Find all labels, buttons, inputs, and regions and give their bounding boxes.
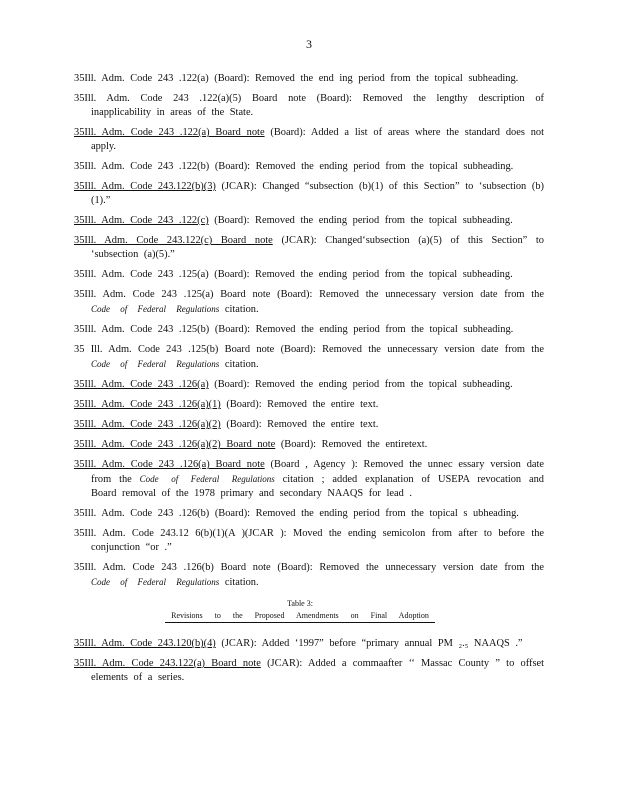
revision-entry <box>74 288 544 317</box>
revision-entry <box>74 72 544 86</box>
revision-description: (Board): Removed the end ing period from the topical subheading. <box>208 73 519 84</box>
revision-description: (Board): Removed the ending period from the topical s ubheading. <box>209 508 519 519</box>
code-reference: 35Ill. Adm. Code 243 .126(a) Board note <box>74 459 265 470</box>
revision-description: Board note (Board): Removed the unnecessary version date from the <box>213 562 544 573</box>
code-reference: 35 Ill. Adm. Code 243 .125(b) <box>74 344 219 355</box>
table-caption-title: Table 3: <box>287 599 313 608</box>
cfr-title: Code of Federal Regulations <box>91 359 220 369</box>
revision-entry <box>74 438 544 452</box>
code-reference: 35Ill. Adm. Code 243 .122(a) <box>74 73 209 84</box>
revision-description: (JCAR): Added ‘1997” before “primary annual PM ₂.₅ NAAQS .” <box>215 638 523 649</box>
code-reference: 35Ill. Adm. Code 243.120(b)(4) <box>74 638 216 649</box>
revision-entry <box>74 657 544 685</box>
revision-description-tail: citation. <box>219 577 259 588</box>
revision-entry <box>74 378 544 392</box>
code-reference: 35Ill. Adm. Code 243 .126(a)(1) <box>74 399 221 410</box>
revision-description: (Board): Removed the entire text. <box>220 419 379 430</box>
code-reference: 35Ill. Adm. Code 243 .125(b) <box>74 324 210 335</box>
page-number: 3 <box>306 37 312 51</box>
revision-description: (JCAR): Added a commaafter ‘‘ Massac County ” to offset elements of a series. <box>91 658 544 683</box>
code-reference: 35Ill. Adm. Code 243 .122(b) <box>74 161 210 172</box>
revision-description: (Board): Added a list of areas where the standard does not apply. <box>91 127 544 152</box>
revision-entry <box>74 561 544 590</box>
revision-description-tail: citation. <box>219 359 259 370</box>
revision-entry <box>74 637 544 651</box>
revision-description: (Board): Removed the entiretext. <box>275 439 428 450</box>
revision-description: (Board): Removed the ending period from the topical subheading. <box>208 269 513 280</box>
revision-description-tail: citation. <box>219 304 259 315</box>
table-caption <box>150 599 450 623</box>
revision-list <box>74 72 544 596</box>
code-reference: 35Ill. Adm. Code 243 .126(a)(2) <box>74 419 221 430</box>
revision-description: (Board): Removed the ending period from the topical subheading. <box>209 324 514 335</box>
cfr-title: Code of Federal Regulations <box>91 304 220 314</box>
code-reference: 35Ill. Adm. Code 243 .126(a) <box>74 379 209 390</box>
revision-entry <box>74 214 544 228</box>
revision-entry <box>74 507 544 521</box>
revision-description: (JCAR): Changed‘subsection (a)(5) of this Section” to ‘subsection (a)(5).” <box>91 235 544 260</box>
code-reference: 35Ill. Adm. Code 243 .122(a) Board note <box>74 127 265 138</box>
code-reference: 35Ill. Adm. Code 243.122(c) Board note <box>74 235 273 246</box>
revision-entry <box>74 323 544 337</box>
revision-entry <box>74 527 544 555</box>
revision-description: (Board , Agency ): Removed the unnec essary version date from the <box>91 459 545 485</box>
revision-entry <box>74 126 544 154</box>
revision-description-tail: citation ; added explanation of USEPA revocation and Board removal of the 1978 primary and secondary NAAQS for lead . <box>91 474 544 499</box>
code-reference: 35Ill. Adm. Code 243 .125(a) <box>74 269 209 280</box>
revision-description: (Board): Removed the ending period from the topical subheading. <box>208 215 513 226</box>
revision-entry <box>74 234 544 262</box>
revision-description: (JCAR): Changed “subsection (b)(1) of this Section” to ‘subsection (b)(1).” <box>91 181 544 206</box>
revision-entry <box>74 398 544 412</box>
revision-entry <box>74 160 544 174</box>
revision-entry <box>74 418 544 432</box>
code-reference: 35Ill. Adm. Code 243 .126(b) <box>74 562 214 573</box>
revision-entry <box>74 343 544 372</box>
revision-description: ): Moved the ending semicolon from after to before the conjunction “or .” <box>91 528 545 553</box>
revision-description: (Board): Removed the ending period from the topical subheading. <box>208 379 513 390</box>
code-reference: 35Ill. Adm. Code 243.122(a) Board note <box>74 658 261 669</box>
revision-entry <box>74 92 544 120</box>
code-reference: 35Ill. Adm. Code 243 .122(c) <box>74 215 209 226</box>
code-reference: 35Ill. Adm. Code 243 .122(a)(5) <box>74 93 242 104</box>
revision-entry <box>74 268 544 282</box>
code-reference: 35Ill. Adm. Code 243 .126(b) <box>74 508 210 519</box>
revision-entry <box>74 180 544 208</box>
code-reference: 35Ill. Adm. Code 243 .125(a) <box>74 289 214 300</box>
table-caption-subtitle: Revisions to the Proposed Amendments on Final Adoption <box>165 609 435 623</box>
cfr-title: Code of Federal Regulations <box>139 474 275 484</box>
revision-description: Board note (Board): Removed the lengthy description of inapplicability in areas of the State. <box>91 93 544 118</box>
cfr-title: Code of Federal Regulations <box>91 577 220 587</box>
revision-description: (Board): Removed the ending period from the topical subheading. <box>209 161 514 172</box>
code-reference: 35Ill. Adm. Code 243.12 6(b)(1)(A )(JCAR <box>74 528 274 539</box>
code-reference: 35Ill. Adm. Code 243.122(b)(3) <box>74 181 216 192</box>
revision-entry <box>74 458 544 501</box>
revision-description: Board note (Board): Removed the unnecessary version date from the <box>218 344 544 355</box>
revision-description: (Board): Removed the entire text. <box>220 399 379 410</box>
revision-description: Board note (Board): Removed the unnecessary version date from the <box>213 289 544 300</box>
code-reference: 35Ill. Adm. Code 243 .126(a)(2) Board note <box>74 439 276 450</box>
revision-list-final <box>74 637 544 691</box>
